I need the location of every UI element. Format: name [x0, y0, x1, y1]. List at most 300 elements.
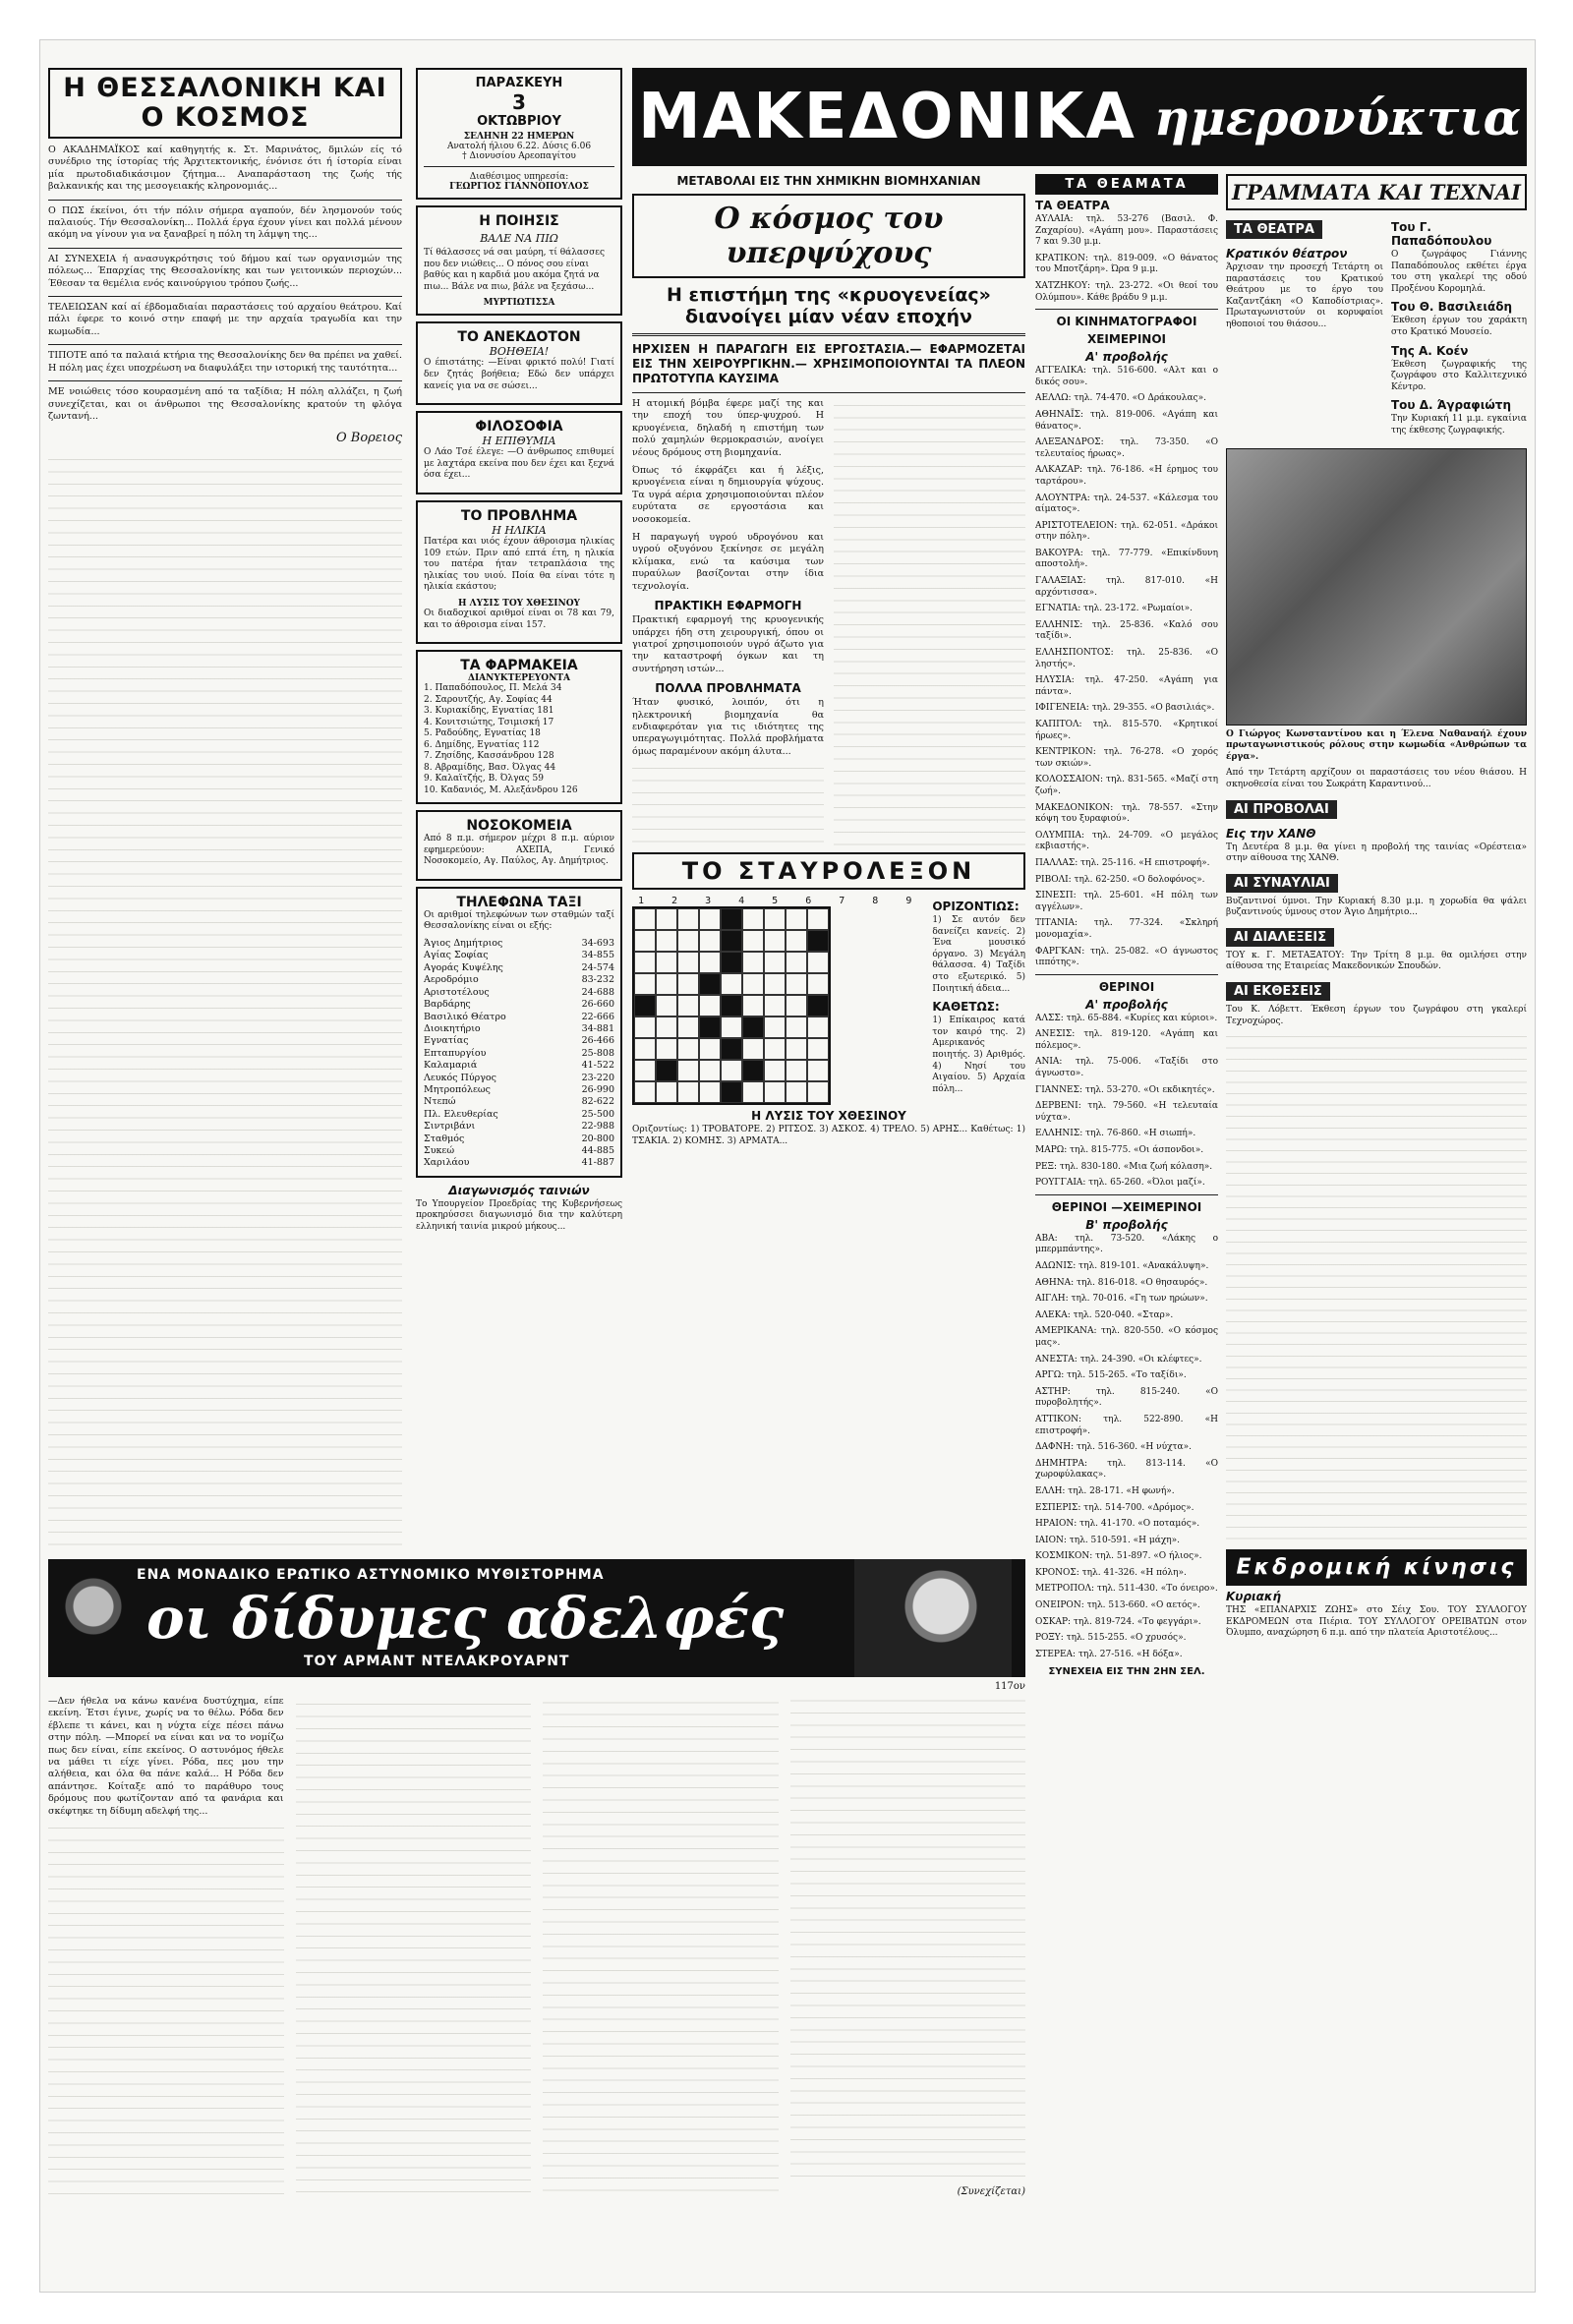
- crossword-black-cell: [742, 1017, 764, 1038]
- crossword-black-cell: [721, 1038, 742, 1060]
- taxi-station: Άγιος Δημήτριος: [424, 938, 503, 950]
- crossword-cell[interactable]: [634, 1038, 656, 1060]
- taxi-phone: 34-881: [581, 1022, 614, 1034]
- taxi-row: [424, 999, 614, 1011]
- crossword-cell[interactable]: [677, 952, 699, 973]
- article-paragraph: ΑΙ ΣΥΝΕΧΕΙΑ ή ανασυγκρότησις τού δήμου καί των οργανισμών της πόλεως... Έπαρχίας της Θεσσαλονίκης και των γειτονικών περιοχών... Έθεσαν τα θεμέλια ενός καινούργιου τρόπου ζωής...: [48, 253, 402, 289]
- crossword-black-cell: [721, 908, 742, 930]
- filler-text: [48, 455, 402, 1552]
- taxi-intro: Οι αριθμοί τηλεφώνων των σταθμών ταξί Θεσσαλονίκης είναι οι εξής:: [424, 909, 614, 932]
- crossword-cell[interactable]: [677, 930, 699, 952]
- cinema-item: ΑΤΤΙΚΟΝ: τηλ. 522-890. «Η επιστροφή».: [1035, 1414, 1218, 1436]
- feature-deck-2: διανοίγει μίαν νέαν εποχήν: [685, 306, 972, 327]
- column-feature: [632, 174, 1025, 1550]
- serial-continued: (Συνεχίζεται): [957, 2186, 1025, 2198]
- filler-text: [1226, 1032, 1527, 1543]
- down-clues: 1) Επίκαιρος κατά τον καιρό της. 2) Αμερικανός ποιητής. 3) Αριθμός. 4) Νησί του Αιγαίου. 5) Αρχαία πόλη...: [932, 1016, 1025, 1094]
- crossword-cell[interactable]: [764, 1060, 786, 1081]
- crossword-black-cell: [656, 1060, 677, 1081]
- crossword-black-cell: [742, 1060, 764, 1081]
- month-name: ΟΚΤΩΒΡΙΟΥ: [477, 114, 561, 129]
- taxi-phone: 25-500: [581, 1108, 614, 1120]
- crossword-cell[interactable]: [634, 973, 656, 995]
- crossword-cell[interactable]: [742, 952, 764, 973]
- crossword-cell[interactable]: [742, 930, 764, 952]
- taxi-phone: 44-885: [581, 1144, 614, 1156]
- crossword-cell[interactable]: [677, 1060, 699, 1081]
- masthead-subtitle: ημερονύκτια: [1153, 87, 1522, 146]
- taxi-phone: 34-855: [581, 950, 614, 961]
- masthead-title: ΜΑΚΕΔΟΝΙΚΑ: [637, 81, 1136, 153]
- cinema-item: ΡΕΞ: τηλ. 830-180. «Μια ζωή κόλαση».: [1035, 1161, 1213, 1172]
- cinema-item: ΟΛΥΜΠΙΑ: τηλ. 24-709. «Ο μεγάλος εκβιαστής».: [1035, 830, 1218, 852]
- crossword-cell[interactable]: [786, 930, 807, 952]
- feature-paragraph: Όπως τό έκφράζει και ή λέξις, κρυογένεια είναι η δημιουργία ψύχους. Τα υγρά αέρια χρησιμοποιούνται πλέον ευρύτατα σε εργοστάσια και νοσοκομεία.: [632, 465, 824, 525]
- crossword-cell[interactable]: [764, 930, 786, 952]
- feature-paragraph: Η ατομική βόμβα έφερε μαζί της και την εποχή του ύπερ-ψυχρού. Η κρυογένεια, δηλαδή η επιστήμη των πολύ χαμηλών θερμοκρασιών, ανοίγει νέους δρόμους στη βιομηχανία.: [632, 398, 824, 458]
- feature-title: Ο κόσμος του υπερψύχους: [714, 202, 944, 270]
- anecdote-box: [416, 321, 622, 405]
- taxi-phone: 23-220: [581, 1072, 614, 1083]
- cinema-item: ΚΑΠΙΤΟΛ: τηλ. 815-570. «Κρητικοί ήρωες».: [1035, 720, 1218, 741]
- taxi-row: [424, 974, 614, 986]
- problem-solution-label: Η ΛΥΣΙΣ ΤΟΥ ΧΘΕΣΙΝΟΥ: [458, 598, 580, 609]
- crossword-cell[interactable]: [721, 973, 742, 995]
- taxi-list: [424, 938, 614, 1170]
- column-arts: [1226, 174, 1527, 2283]
- cinema-item: ΑΔΩΝΙΣ: τηλ. 819-101. «Ανακάλυψη».: [1035, 1261, 1209, 1271]
- hospitals-text: Από 8 π.μ. σήμερον μέχρι 8 π.μ. αύριον εφημερεύουν: ΑΧΕΠΑ, Γενικό Νοσοκομείο, Αγ. Παύλος, Αγ. Δημήτριος.: [424, 834, 614, 867]
- serial-episode: 117ον: [994, 1681, 1025, 1692]
- taxi-station: Εγνατίας: [424, 1035, 469, 1047]
- crossword-cell[interactable]: [656, 1017, 677, 1038]
- serial-title: οι δίδυμες αδελφές: [146, 1585, 785, 1652]
- taxi-phone: 20-800: [581, 1133, 614, 1144]
- crossword-cell[interactable]: [764, 995, 786, 1017]
- crossword-cell[interactable]: [699, 1038, 721, 1060]
- cinema-item: ΟΣΚΑΡ: τηλ. 819-724. «Το φεγγάρι».: [1035, 1616, 1201, 1627]
- taxi-phone: 26-990: [581, 1083, 614, 1095]
- mixed-heading: ΘΕΡΙΝΟΙ —ΧΕΙΜΕΡΙΝΟΙ: [1051, 1199, 1202, 1214]
- crossword-cell[interactable]: [764, 952, 786, 973]
- taxi-row: [424, 1035, 614, 1047]
- crossword-black-cell: [721, 952, 742, 973]
- crossword-black-cell: [807, 930, 829, 952]
- feature-summary: ΗΡΧΙΣΕΝ Η ΠΑΡΑΓΩΓΗ ΕΙΣ ΕΡΓΟΣΤΑΣΙΑ.— ΕΦΑΡΜΟΖΕΤΑΙ ΕΙΣ ΤΗΝ ΧΕΙΡΟΥΡΓΙΚΗΝ.— ΧΡΗΣΙΜΟΠΟΙΟΥΝΤΑΙ ΤΑ ΠΛΕΟΝ ΠΡΩΤΟΤΥΠΑ ΚΑΥΣΙΜΑ: [632, 342, 1025, 385]
- crossword-cell[interactable]: [699, 1081, 721, 1103]
- cinema-item: ΚΕΝΤΡΙΚΟΝ: τηλ. 76-278. «Ο χορός των σκιών».: [1035, 747, 1218, 769]
- arts-item-text: Ο ζωγράφος Γιάννης Παπαδόπουλος εκθέτει έργα του στη γκαλερί της οδού Προξένου Κορομηλά.: [1391, 250, 1527, 294]
- taxi-station: Καλαμαριά: [424, 1060, 478, 1072]
- problem-text: Πατέρα και υιός έχουν άθροισμα ηλικίας 109 ετών. Πριν από επτά έτη, η ηλικία του πατέρα ήταν τετραπλάσια της ηλικίας του υιού. Ποία θα είναι τότε η ηλικία εκάστου;: [424, 536, 614, 593]
- projections-text: Τη Δευτέρα 8 μ.μ. θα γίνει η προβολή της ταινίας «Ορέστεια» στην αίθουσα της ΧΑΝΘ.: [1226, 842, 1527, 864]
- pharmacy-item: 1. Παπαδόπουλος, Π. Μελά 34: [424, 683, 562, 694]
- theatres-heading: ΤΑ ΘΕΑΤΡΑ: [1035, 199, 1110, 212]
- crossword-cell[interactable]: [807, 1060, 829, 1081]
- cinema-item: ΑΒΑ: τηλ. 73-520. «Λάκης ο μπερμπάντης».: [1035, 1233, 1218, 1255]
- problem-heading: ΤΟ ΠΡΟΒΛΗΜΑ: [460, 507, 578, 524]
- taxi-station: Λευκός Πύργος: [424, 1072, 496, 1083]
- winter-heading: ΧΕΙΜΕΡΙΝΟΙ: [1086, 332, 1167, 347]
- cinema-item: ΡΟΥΓΓΑΙΑ: τηλ. 65-260. «Όλοι μαζί».: [1035, 1178, 1205, 1189]
- crossword-cell[interactable]: [656, 952, 677, 973]
- crossword-cell[interactable]: [699, 1060, 721, 1081]
- divider: [48, 380, 402, 381]
- feature-paragraph: Η παραγωγή υγρού υδρογόνου και υγρού οξυγόνου ξεκίνησε σε μεγάλη κλίμακα, ενώ τα καύσιμα των πυραύλων βασίζονται στην ίδια τεχνολογία.: [632, 532, 824, 592]
- serial-banner: [48, 1559, 1025, 1677]
- crossword-cell[interactable]: [656, 908, 677, 930]
- crossword-cell[interactable]: [764, 973, 786, 995]
- serial-illustration-left: [54, 1559, 133, 1677]
- arts-item-heading: Της Α. Κοέν: [1391, 343, 1469, 358]
- arts-item-text: Την Κυριακή 11 μ.μ. εγκαίνια της έκθεσης ζωγραφικής.: [1391, 414, 1527, 436]
- cinema-item: ΑΝΕΣΤΑ: τηλ. 24-390. «Οι κλέφτες».: [1035, 1354, 1202, 1365]
- concerts-text: Βυζαντινοί ύμνοι. Την Κυριακή 8.30 μ.μ. η χορωδία θα ψάλει βυζαντινούς ύμνους στον Άγιο Δημήτριο...: [1226, 896, 1527, 918]
- taxi-row: [424, 1048, 614, 1060]
- serial-body: [48, 1696, 1025, 2197]
- taxi-phone: 34-693: [581, 938, 614, 950]
- taxi-station: Αεροδρόμιο: [424, 974, 479, 986]
- saint-of-day: † Διονυσίου Αρεοπαγίτου: [462, 151, 576, 161]
- arts-item: [1391, 220, 1527, 295]
- crossword-cell[interactable]: [677, 1081, 699, 1103]
- arts-heading-box: [1226, 174, 1527, 210]
- pharmacy-list: [424, 683, 614, 796]
- concerts-label: ΑΙ ΣΥΝΑΥΛΙΑΙ: [1226, 874, 1338, 893]
- cinemas-heading: ΟΙ ΚΙΝΗΜΑΤΟΓΡΑΦΟΙ: [1056, 315, 1197, 329]
- pharmacy-item: 3. Κυριακίδης, Εγνατίας 181: [424, 706, 554, 717]
- cinema-item: ΕΛΛΗΝΙΣ: τηλ. 25-836. «Καλό σου ταξίδι».: [1035, 619, 1218, 642]
- theatre-item: ΚΡΑΤΙΚΟΝ: τηλ. 819-009. «Ο θάνατος του Μποτζάρη». Ώρα 9 μ.μ.: [1035, 253, 1218, 275]
- crossword-cell[interactable]: [786, 952, 807, 973]
- crossword-cell[interactable]: [656, 995, 677, 1017]
- crossword-cell[interactable]: [699, 908, 721, 930]
- second-run-heading: Β' προβολής: [1085, 1217, 1168, 1232]
- arts-item-heading: Του Θ. Βασιλειάδη: [1391, 300, 1513, 315]
- taxi-phone: 25-808: [581, 1047, 614, 1059]
- cinema-item: ΡΙΒΟΛΙ: τηλ. 62-250. «Ο δολοφόνος».: [1035, 874, 1205, 885]
- crossword-cell[interactable]: [807, 952, 829, 973]
- masthead: [632, 68, 1527, 166]
- crossword-cell[interactable]: [634, 1017, 656, 1038]
- crossword-black-cell: [721, 930, 742, 952]
- arts-item: [1391, 344, 1527, 394]
- crossword-cell[interactable]: [634, 930, 656, 952]
- cinema-item: ΑΓΓΕΛΙΚΑ: τηλ. 516-600. «Αλτ και ο δικός σου».: [1035, 366, 1218, 387]
- lectures-label: ΑΙ ΔΙΑΛΕΞΕΙΣ: [1226, 928, 1334, 947]
- divider: [1035, 309, 1218, 310]
- crossword-cell[interactable]: [634, 952, 656, 973]
- day-number: 3: [512, 90, 526, 114]
- crossword-black-cell: [699, 973, 721, 995]
- taxi-station: Σιντριβάνι: [424, 1121, 476, 1133]
- crossword-cell[interactable]: [807, 908, 829, 930]
- cinema-item: ΑΣΤΗΡ: τηλ. 815-240. «Ο πυροβολητής».: [1035, 1386, 1218, 1409]
- cinema-item: ΓΙΑΝΝΕΣ: τηλ. 53-270. «Οι εκδικητές».: [1035, 1084, 1215, 1095]
- cinema-item: ΤΙΤΑΝΙΑ: τηλ. 77-324. «Σκληρή μονομαχία».: [1035, 918, 1218, 940]
- theatre-item: ΑΥΛΑΙΑ: τηλ. 53-276 (Βασιλ. Φ. Ζαχαρίου). «Αγάπη μου». Παραστάσεις 7 και 9.30 μ.μ.: [1035, 214, 1218, 248]
- crossword-cell[interactable]: [786, 1060, 807, 1081]
- cinema-item: ΕΛΛΗΣΠΟΝΤΟΣ: τηλ. 25-836. «Ο ληστής».: [1035, 648, 1218, 669]
- crossword-cell[interactable]: [721, 1017, 742, 1038]
- cinema-item: ΔΑΦΝΗ: τηλ. 516-360. «Η νύχτα».: [1035, 1442, 1192, 1453]
- taxi-station: Αριστοτέλους: [424, 986, 490, 998]
- cinema-item: ΑΘΗΝΑ: τηλ. 816-018. «Ο θησαυρός».: [1035, 1277, 1208, 1288]
- crossword-cell[interactable]: [807, 1081, 829, 1103]
- crossword-cell[interactable]: [677, 1017, 699, 1038]
- crossword-grid[interactable]: [632, 906, 831, 1105]
- poem-verse: Τί θάλασσες νά σαι μαύρη, τί θάλασσες που δεν νιώθεις... Ο πόνος σου είναι βαθύς και η καρδιά μου ακόμα ζητά να πιω... Βάλε να πιω, βάλε να ξεχάσω...: [424, 248, 605, 292]
- article-paragraph: Ο ΑΚΑΔΗΜΑΪΚΟΣ καί καθηγητής κ. Στ. Μαρινάτος, δμιλών είς τό συνέδριο της ίστορίας τής Άρχιτεκτονικής, ένόνισε ότι ή ίστορία είναι μία πρωτοδιαδικάσιμον ζήτημα... Αναπαράσταση της ζωής τής βαλκανικής και της μεσογειακής κληρονομιάς...: [48, 145, 402, 193]
- theatre-photo: [1226, 448, 1527, 726]
- crossword-cell[interactable]: [699, 930, 721, 952]
- cinema-item: ΙΦΙΓΕΝΕΙΑ: τηλ. 29-355. «Ο βασιλιάς».: [1035, 703, 1215, 714]
- cinema-item: ΚΟΛΟΣΣΑΙΟΝ: τηλ. 831-565. «Μαζί στη ζωή».: [1035, 775, 1218, 796]
- taxi-station: Συκεώ: [424, 1144, 455, 1156]
- poetry-box: [416, 205, 622, 316]
- taxi-phone: 22-988: [581, 1121, 614, 1133]
- column-info: [416, 68, 622, 1552]
- taxi-station: Αγοράς Κυψέλης: [424, 961, 503, 973]
- cinema-item: ΒΑΚΟΥΡΑ: τηλ. 77-779. «Επικίνδυνη αποστολή».: [1035, 548, 1218, 570]
- taxi-row: [424, 1060, 614, 1072]
- pharmacy-item: 4. Κονιτσιώτης, Τσιμισκή 17: [424, 717, 554, 727]
- taxi-row: [424, 1133, 614, 1145]
- crossword-black-cell: [699, 1017, 721, 1038]
- crossword-cell[interactable]: [807, 1017, 829, 1038]
- crossword-black-cell: [807, 995, 829, 1017]
- crossword-cell[interactable]: [699, 995, 721, 1017]
- feature-paragraph: Ήταν φυσικό, λοιπόν, ότι η ηλεκτρονική βιομηχανία θα ενδιαφερόταν για τις ιδιότητες της υπεραγωγιμότητας. Πολλά προβλήματα όμως παραμένουν ακόμη άλυτα...: [632, 697, 824, 757]
- crossword-solution-label: Η ΛΥΣΙΣ ΤΟΥ ΧΘΕΣΙΝΟΥ: [751, 1109, 906, 1124]
- crossword-cell[interactable]: [786, 1017, 807, 1038]
- duty-name: ΓΕΩΡΓΙΟΣ ΓΙΑΝΝΟΠΟΥΛΟΣ: [449, 182, 589, 192]
- crossword-clues: [932, 896, 1025, 1105]
- cinema-item: ΑΜΕΡΙΚΑΝΑ: τηλ. 820-550. «Ο κόσμος μας».: [1035, 1326, 1218, 1348]
- crossword-cell[interactable]: [786, 1081, 807, 1103]
- cinema-item: ΡΟΞΥ: τηλ. 515-255. «Ο χρυσός».: [1035, 1633, 1187, 1644]
- taxi-row: [424, 1073, 614, 1084]
- taxi-phone: 24-574: [581, 961, 614, 973]
- column-title-box: [48, 68, 402, 139]
- crossword-cell[interactable]: [807, 1038, 829, 1060]
- feature-section-heading: ΠΟΛΛΑ ΠΡΟΒΛΗΜΑΤΑ: [655, 681, 801, 696]
- arts-item-text: Έκθεση έργων του χαράκτη στο Κρατικό Μουσείο.: [1391, 316, 1527, 337]
- crossword-cell[interactable]: [764, 1038, 786, 1060]
- feature-kicker: ΜΕΤΑΒΟΛΑΙ ΕΙΣ ΤΗΝ ΧΗΜΙΚΗΝ ΒΙΟΜΗΧΑΝΙΑΝ: [676, 174, 981, 188]
- taxi-row: [424, 962, 614, 974]
- taxi-phone: 41-887: [581, 1157, 614, 1169]
- crossword-cell[interactable]: [742, 1081, 764, 1103]
- article-paragraph: ΤΙΠΟΤΕ από τα παλαιά κτήρια της Θεσσαλονίκης δεν θα πρέπει να χαθεί. Η πόλη μας έχει υποχρέωση να διαφυλάξει την ιστορική της ταυτότητα...: [48, 350, 402, 374]
- philosophy-heading: ΦΙΛΟΣΟΦΙΑ: [475, 419, 563, 436]
- arts-item-text: Έκθεση ζωγραφικής της ζωγράφου στο Καλλιτεχνικό Κέντρο.: [1391, 359, 1527, 392]
- cinema-item: ΕΛΛΗ: τηλ. 28-171. «Η φωνή».: [1035, 1485, 1175, 1496]
- cinema-item: ΣΙΝΕΣΠ: τηλ. 25-601. «Η πόλη των αγγέλων».: [1035, 891, 1218, 912]
- crossword-cell[interactable]: [656, 973, 677, 995]
- crossword-cell[interactable]: [786, 995, 807, 1017]
- taxi-row: [424, 938, 614, 950]
- cinema-item: ΑΕΛΛΩ: τηλ. 74-470. «Ο Δράκουλας».: [1035, 393, 1206, 404]
- crossword-cell[interactable]: [742, 1038, 764, 1060]
- crossword-black-cell: [721, 1081, 742, 1103]
- cinema-item: ΑΛΣΣ: τηλ. 65-884. «Κυρίες και κύριοι».: [1035, 1013, 1218, 1023]
- pharmacy-item: 9. Καλαϊτζής, Β. Όλγας 59: [424, 774, 544, 784]
- cinema-item: ΑΙΓΛΗ: τηλ. 70-016. «Γη των ηρώων».: [1035, 1294, 1208, 1305]
- taxi-phone: 83-232: [581, 974, 614, 986]
- crossword-cell[interactable]: [656, 930, 677, 952]
- crossword-cell[interactable]: [786, 973, 807, 995]
- across-clues: 1) Σε αυτόν δεν δανείζει κανείς. 2) Ένα μουσικό όργανο. 3) Μεγάλη θάλασσα. 4) Ταξίδι στο εξωτερικό. 5) Ποιητική άδεια...: [932, 915, 1025, 994]
- taxi-station: Βαρδάρης: [424, 999, 471, 1011]
- divider: [424, 166, 614, 167]
- taxi-phone: 26-466: [581, 1035, 614, 1047]
- cinema-item: ΜΕΤΡΟΠΟΛ: τηλ. 511-430. «Το όνειρο».: [1035, 1584, 1218, 1595]
- crossword-black-cell: [721, 995, 742, 1017]
- taxi-station: Επταπυργίου: [424, 1047, 487, 1059]
- excursions-heading: Εκδρομική κίνησις: [1226, 1549, 1527, 1586]
- divider: [632, 333, 1025, 336]
- taxi-phone: 26-660: [581, 999, 614, 1011]
- arts-item-heading: Του Γ. Παπαδόπουλου: [1391, 220, 1492, 248]
- taxi-station: Μητροπόλεως: [424, 1083, 491, 1095]
- crossword-cell[interactable]: [807, 973, 829, 995]
- crossword-cell[interactable]: [677, 908, 699, 930]
- taxi-row: [424, 1012, 614, 1023]
- taxi-row: [424, 1109, 614, 1121]
- across-heading: ΟΡΙΖΟΝΤΙΩΣ:: [932, 900, 1020, 914]
- crossword-cell[interactable]: [677, 1038, 699, 1060]
- cinema-item: ΗΛΥΣΙΑ: τηλ. 47-250. «Αγάπη για πάντα».: [1035, 675, 1218, 697]
- hospitals-box: [416, 810, 622, 881]
- crossword-cell[interactable]: [742, 908, 764, 930]
- cinema-item: ΠΑΛΛΑΣ: τηλ. 25-116. «Η επιστροφή».: [1035, 857, 1210, 868]
- down-heading: ΚΑΘΕΤΩΣ:: [932, 1000, 1000, 1015]
- moon-phase: ΣΕΛΗΝΗ 22 ΗΜΕΡΩΝ: [463, 132, 575, 142]
- pharmacy-item: 8. Αβραμίδης, Βασ. Όλγας 44: [424, 762, 556, 773]
- crossword-cell[interactable]: [656, 1081, 677, 1103]
- taxi-row: [424, 950, 614, 961]
- photo-caption: Ο Γιώργος Κωνσταντίνου και η Έλενα Ναθαναήλ έχουν πρωταγωνιστικούς ρόλους στην κωμωδία «Ανθρώπων τα έργα».: [1226, 728, 1527, 762]
- pharmacy-item: 5. Ραδούδης, Εγνατίας 18: [424, 728, 541, 739]
- crossword-cell[interactable]: [742, 973, 764, 995]
- exhibitions-label: ΑΙ ΕΚΘΕΣΕΙΣ: [1226, 982, 1330, 1001]
- excursions-subheading: Κυριακή: [1226, 1590, 1281, 1604]
- cinema-item: ΑΛΚΑΖΑΡ: τηλ. 76-186. «Η έρημος του ταρτάρου».: [1035, 465, 1218, 487]
- taxi-row: [424, 1023, 614, 1035]
- cinema-item: ΙΑΙΟΝ: τηλ. 510-591. «Η μάχη».: [1035, 1535, 1181, 1545]
- divider: [48, 200, 402, 201]
- crossword-cell[interactable]: [786, 1038, 807, 1060]
- excursions-text: ΤΗΣ «ΕΠΑΝΑΡΧΙΣ ΖΩΗΣ» στο Σέιχ Σου. ΤΟΥ ΣΥΛΛΟΓΟΥ ΕΚΔΡΟΜΕΩΝ στα Πιέρια. ΤΟΥ ΣΥΛΛΟΓΟΥ ΟΡΕΙΒΑΤΩΝ στον Όλυμπο, αναχώρηση 6 π.μ. από την πλατεία Αριστοτέλους...: [1226, 1605, 1527, 1639]
- cinema-item: ΑΝΕΣΙΣ: τηλ. 819-120. «Αγάπη και πόλεμος».: [1035, 1029, 1218, 1051]
- listings-continued: ΣΥΝΕΧΕΙΑ ΕΙΣ ΤΗΝ 2ΗΝ ΣΕΛ.: [1048, 1666, 1205, 1678]
- crossword-black-cell: [634, 995, 656, 1017]
- philosophy-text: Ο Λάο Τσέ έλεγε: —Ο άνθρωπος επιθυμεί με λαχτάρα εκείνα που δεν έχει και ξεχνά όσα έχει...: [424, 447, 614, 481]
- contest-heading: Διαγωνισμός ταινιών: [448, 1183, 590, 1197]
- theatre-item: ΧΑΤΖΗΚΟΥ: τηλ. 23-272. «Οι θεοί του Ολύμπου». Κάθε βράδυ 9 μ.μ.: [1035, 280, 1218, 303]
- cinema-item: ΜΑΡΩ: τηλ. 815-775. «Οι άσπονδοι».: [1035, 1145, 1204, 1156]
- summer-first-run-heading: Α' προβολής: [1085, 997, 1168, 1012]
- cinema-item: ΦΑΡΓΚΑΝ: τηλ. 25-082. «Ο άγνωστος ιππότης».: [1035, 946, 1218, 968]
- crossword-heading: ΤΟ ΣΤΑΥΡΟΛΕΞΟΝ: [632, 852, 1025, 890]
- kratiko-heading: Κρατικόν θέατρον: [1226, 247, 1348, 261]
- crossword-cell[interactable]: [656, 1038, 677, 1060]
- newspaper-page: [39, 39, 1536, 2293]
- taxi-station: Αγίας Σοφίας: [424, 950, 489, 961]
- cinema-item: ΣΤΕΡΕΑ: τηλ. 27-516. «Η δόξα».: [1035, 1649, 1183, 1659]
- duty-label: Διαθέσιμος υπηρεσία:: [469, 172, 569, 182]
- cinema-item: ΔΗΜΗΤΡΑ: τηλ. 813-114. «Ο χωροφύλακας».: [1035, 1458, 1218, 1481]
- pharmacy-item: 7. Ζησίδης, Κασσάνδρου 128: [424, 751, 554, 762]
- cinema-item: ΕΓΝΑΤΙΑ: τηλ. 23-172. «Ρωμαίοι».: [1035, 604, 1194, 614]
- column-listings: [1035, 174, 1218, 2283]
- crossword-cell[interactable]: [721, 1060, 742, 1081]
- crossword-cell[interactable]: [742, 995, 764, 1017]
- taxi-row: [424, 1084, 614, 1096]
- feature-title-box: [632, 194, 1025, 278]
- listings-heading: ΤΑ ΘΕΑΜΑΤΑ: [1035, 174, 1218, 195]
- divider: [48, 296, 402, 297]
- crossword-cell[interactable]: [764, 908, 786, 930]
- arts-item: [1391, 398, 1527, 436]
- arts-heading: ΓΡΑΜΜΑΤΑ ΚΑΙ ΤΕΧΝΑΙ: [1232, 180, 1521, 204]
- problem-solution: Οι διαδοχικοί αριθμοί είναι οι 78 και 79, και το άθροισμα είναι 157.: [424, 608, 614, 630]
- arts-left: [1226, 216, 1383, 442]
- taxi-row: [424, 1145, 614, 1157]
- serial-illustration: [854, 1559, 1012, 1677]
- cinema-item: ΑΛΕΚΑ: τηλ. 520-040. «Σταρ».: [1035, 1309, 1174, 1320]
- crossword-cell[interactable]: [677, 973, 699, 995]
- crossword-cell[interactable]: [634, 1060, 656, 1081]
- cinema-item: ΑΛΕΞΑΝΔΡΟΣ: τηλ. 73-350. «Ο τελευταίος ήρωας».: [1035, 437, 1218, 459]
- anecdote-text: Ο έπιστάτης: —Είναι φρικτό πολύ! Γιατί δεν ζητάς βοήθεια; Εδώ δεν υπάρχει κανείς για να σε σώσει...: [424, 358, 614, 391]
- serial-text: —Δεν ήθελα να κάνω κανένα δυστύχημα, είπε εκείνη. Έτσι έγινε, χωρίς να το θέλω. Ρόδα δεν έβλεπε τι κάνει, και η νύχτα είχε πέσει πάνω στην πόλη. —Μπορεί να είναι και να το νομίζω πως δεν είναι, είπε εκείνος. Ο αστυνόμος ήθελε να μάθει τι είχε γίνει. Ρόδα, πες μου την αλήθεια, και όλα θα πάνε καλά... Η Ρόδα δεν απάντησε. Κοίταξε από το παράθυρο τους δρόμους που φωτίζονταν από τα φανάρια και σκέφτηκε τη δίδυμη αδελφή της...: [48, 1696, 284, 1817]
- crossword-cell[interactable]: [786, 908, 807, 930]
- crossword-solution: Οριζοντίως: 1) ΤΡΟΒΑΤΟΡΕ. 2) ΡΙΤΣΟΣ. 3) ΑΣΚΟΣ. 4) ΤΡΕΛΟ. 5) ΑΡΗΣ... Καθέτως: 1) ΤΣΑΚΙΑ. 2) ΚΟΜΗΣ. 3) ΑΡΜΑΤΑ...: [632, 1125, 1025, 1146]
- day-name: ΠΑΡΑΣΚΕΥΗ: [475, 76, 563, 90]
- cinema-item: ΟΝΕΙΡΟΝ: τηλ. 513-660. «Ο αετός».: [1035, 1600, 1200, 1611]
- crossword-cell[interactable]: [699, 952, 721, 973]
- cinema-item: ΑΛΟΥΝΤΡΑ: τηλ. 24-537. «Κάλεσμα του αίματος».: [1035, 493, 1218, 515]
- cinema-item: ΔΕΡΒΕΝΙ: τηλ. 79-560. «Η τελευταία νύχτα».: [1035, 1101, 1218, 1123]
- contest-section: [416, 1184, 622, 1234]
- crossword-cell[interactable]: [764, 1017, 786, 1038]
- crossword-cell[interactable]: [764, 1081, 786, 1103]
- crossword-cell[interactable]: [634, 908, 656, 930]
- article-paragraph: ΜΕ νοιώθεις τόσο κουρασμένη από τα ταξίδια; Η πόλη αλλάζει, η ζωή συνεχίζεται, και οι άνθρωποι της Θεσσαλονίκης κρατούν τη φλόγα ζωντανή...: [48, 386, 402, 422]
- crossword-cell[interactable]: [634, 1081, 656, 1103]
- sun-times: Ανατολή ήλιου 6.22. Δύσις 6.06: [446, 142, 592, 151]
- cinema-item: ΗΡΑΙΟΝ: τηλ. 41-170. «Ο ποταμός».: [1035, 1519, 1200, 1530]
- taxi-station: Χαριλάου: [424, 1157, 470, 1169]
- divider: [1035, 974, 1218, 975]
- crossword-section: [632, 852, 1025, 1147]
- cinema-item: ΜΑΚΕΔΟΝΙΚΟΝ: τηλ. 78-557. «Στην κόψη του ξυραφιού».: [1035, 802, 1218, 825]
- pharmacy-item: 6. Δημίδης, Εγνατίας 112: [424, 739, 540, 750]
- poem-author: ΜΥΡΤΙΩΤΙΣΣΑ: [483, 298, 555, 309]
- theatre-news: Από την Τετάρτη αρχίζουν οι παραστάσεις του νέου θιάσου. Η σκηνοθεσία είναι του Σωκράτη Καραντινού...: [1226, 768, 1527, 789]
- crossword-puzzle: [632, 896, 922, 1105]
- feature-paragraph: Πρακτική εφαρμογή της κρυογενικής υπάρχει ήδη στη χειρουργική, όπου οι γιατροί χρησιμοποιούν υγρό άζωτο για την καταστροφή όγκων και τη συντήρηση ιστών...: [632, 614, 824, 674]
- problem-box: [416, 500, 622, 644]
- divider: [48, 248, 402, 249]
- crossword-cell[interactable]: [677, 995, 699, 1017]
- article-paragraph: ΤΕΛΕΙΩΣΑΝ καί αί έβδομαδιαίαι παραστάσεις τού αρχαίου θεάτρου. Καί πάλι έφερε το κοινό στην επαφή με την αρχαία τραγωδία και την κωμωδία...: [48, 302, 402, 337]
- feature-section-heading: ΠΡΑΚΤΙΚΗ ΕΦΑΡΜΟΓΗ: [654, 599, 802, 613]
- signature: Ο Βορειος: [336, 431, 402, 446]
- contest-text: Το Υπουργείον Προεδρίας της Κυβερνήσεως προκηρύσσει διαγωνισμό δια την καλύτερη ελληνική ταινία μικρού μήκους...: [416, 1198, 622, 1232]
